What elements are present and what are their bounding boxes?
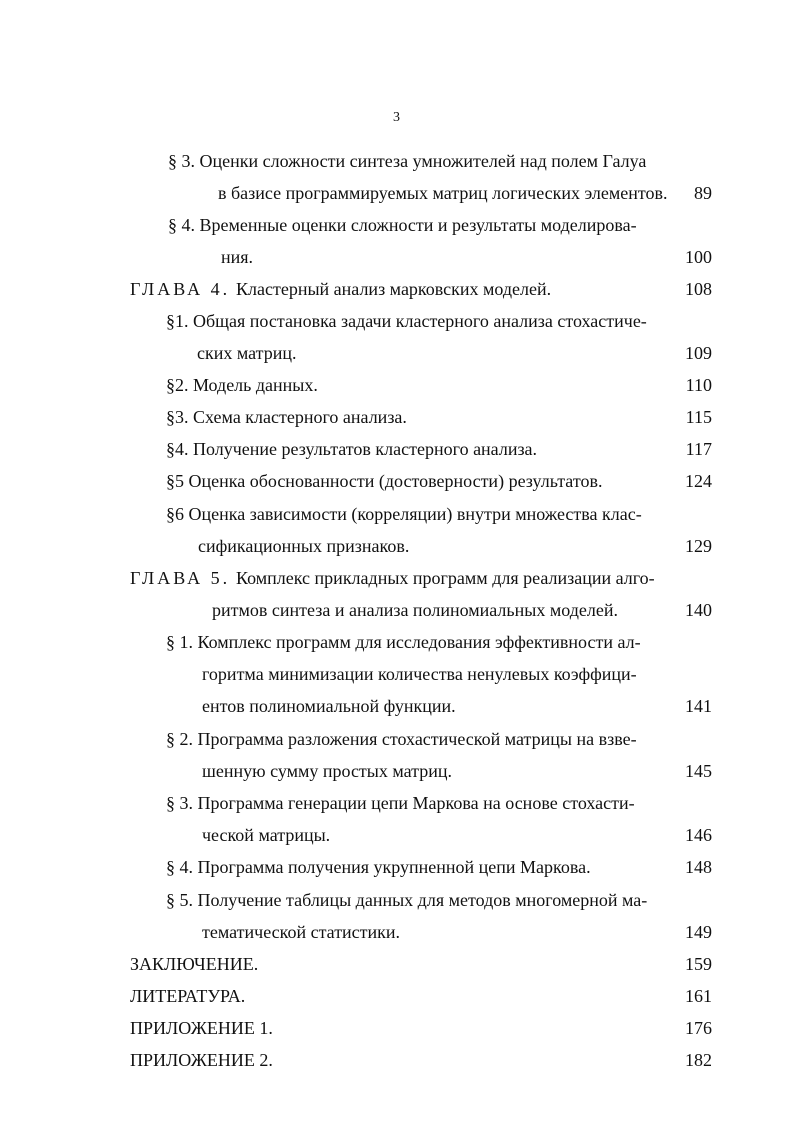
toc-page-number: 117 xyxy=(685,439,712,459)
toc-line: §2. Модель данных. xyxy=(166,375,318,395)
toc-page-number: 129 xyxy=(685,536,712,556)
toc-page-number: 145 xyxy=(685,761,712,781)
toc-line: § 1. Комплекс программ для исследования эффективности ал- xyxy=(166,632,641,652)
toc-line: ЛИТЕРАТУРА. xyxy=(130,986,246,1006)
toc-line: ПРИЛОЖЕНИЕ 1. xyxy=(130,1018,273,1038)
toc-page-number: 149 xyxy=(685,922,712,942)
toc-page-number: 100 xyxy=(685,247,712,267)
toc-page-number: 182 xyxy=(685,1050,712,1070)
toc-line: тематической статистики. xyxy=(202,922,401,942)
toc-line: ентов полиномиальной функции. xyxy=(202,696,456,716)
toc-line: шенную сумму простых матриц. xyxy=(202,761,453,781)
toc-line: горитма минимизации количества ненулевых коэффици- xyxy=(202,664,637,684)
toc-line: § 3. Программа генерации цепи Маркова на основе стохасти- xyxy=(166,793,635,813)
chapter-label: ГЛАВА 4. xyxy=(130,279,231,299)
toc-page-number: 141 xyxy=(685,696,712,716)
toc-line: ческой матрицы. xyxy=(202,825,331,845)
toc-line: § 3. Оценки сложности синтеза умножителей над полем Галуа xyxy=(168,151,647,171)
toc-line: §1. Общая постановка задачи кластерного анализа стохастиче- xyxy=(166,311,647,331)
toc-line: ритмов синтеза и анализа полиномиальных моделей. xyxy=(212,600,618,620)
toc-page-number: 108 xyxy=(685,279,712,299)
toc-page-number: 159 xyxy=(685,954,712,974)
toc-page-number: 124 xyxy=(685,471,712,491)
toc-line: §3. Схема кластерного анализа. xyxy=(166,407,407,427)
toc-line: § 4. Программа получения укрупненной цепи Маркова. xyxy=(166,857,591,877)
toc-line: § 4. Временные оценки сложности и результаты моделирова- xyxy=(168,215,637,235)
page-number: 3 xyxy=(393,110,400,125)
toc-line: §5 Оценка обоснованности (достоверности) результатов. xyxy=(166,471,603,491)
toc-page-number: 89 xyxy=(694,183,712,203)
toc-page-number: 115 xyxy=(685,407,712,427)
toc-page-number: 109 xyxy=(685,343,712,363)
toc-line: Комплекс прикладных программ для реализации алго- xyxy=(236,568,655,588)
toc-line: сификационных признаков. xyxy=(198,536,410,556)
toc-page-number: 140 xyxy=(685,600,712,620)
toc-page-number: 146 xyxy=(685,825,712,845)
toc-line: ния. xyxy=(221,247,254,267)
toc-page-number: 161 xyxy=(685,986,712,1006)
chapter-label: ГЛАВА 5. xyxy=(130,568,231,588)
toc-line: в базисе программируемых матриц логических элементов. xyxy=(218,183,668,203)
toc-line: §4. Получение результатов кластерного анализа. xyxy=(166,439,538,459)
toc-line: § 5. Получение таблицы данных для методов многомерной ма- xyxy=(166,890,648,910)
toc-line: ских матриц. xyxy=(197,343,297,363)
toc-line: Кластерный анализ марковских моделей. xyxy=(236,279,552,299)
toc-line: §6 Оценка зависимости (корреляции) внутри множества клас- xyxy=(166,504,642,524)
toc-page-number: 110 xyxy=(685,375,712,395)
toc-line: ЗАКЛЮЧЕНИЕ. xyxy=(130,954,259,974)
toc-page-number: 176 xyxy=(685,1018,712,1038)
toc-line: § 2. Программа разложения стохастической матрицы на взве- xyxy=(166,729,637,749)
toc-line: ПРИЛОЖЕНИЕ 2. xyxy=(130,1050,273,1070)
toc-page-number: 148 xyxy=(685,857,712,877)
